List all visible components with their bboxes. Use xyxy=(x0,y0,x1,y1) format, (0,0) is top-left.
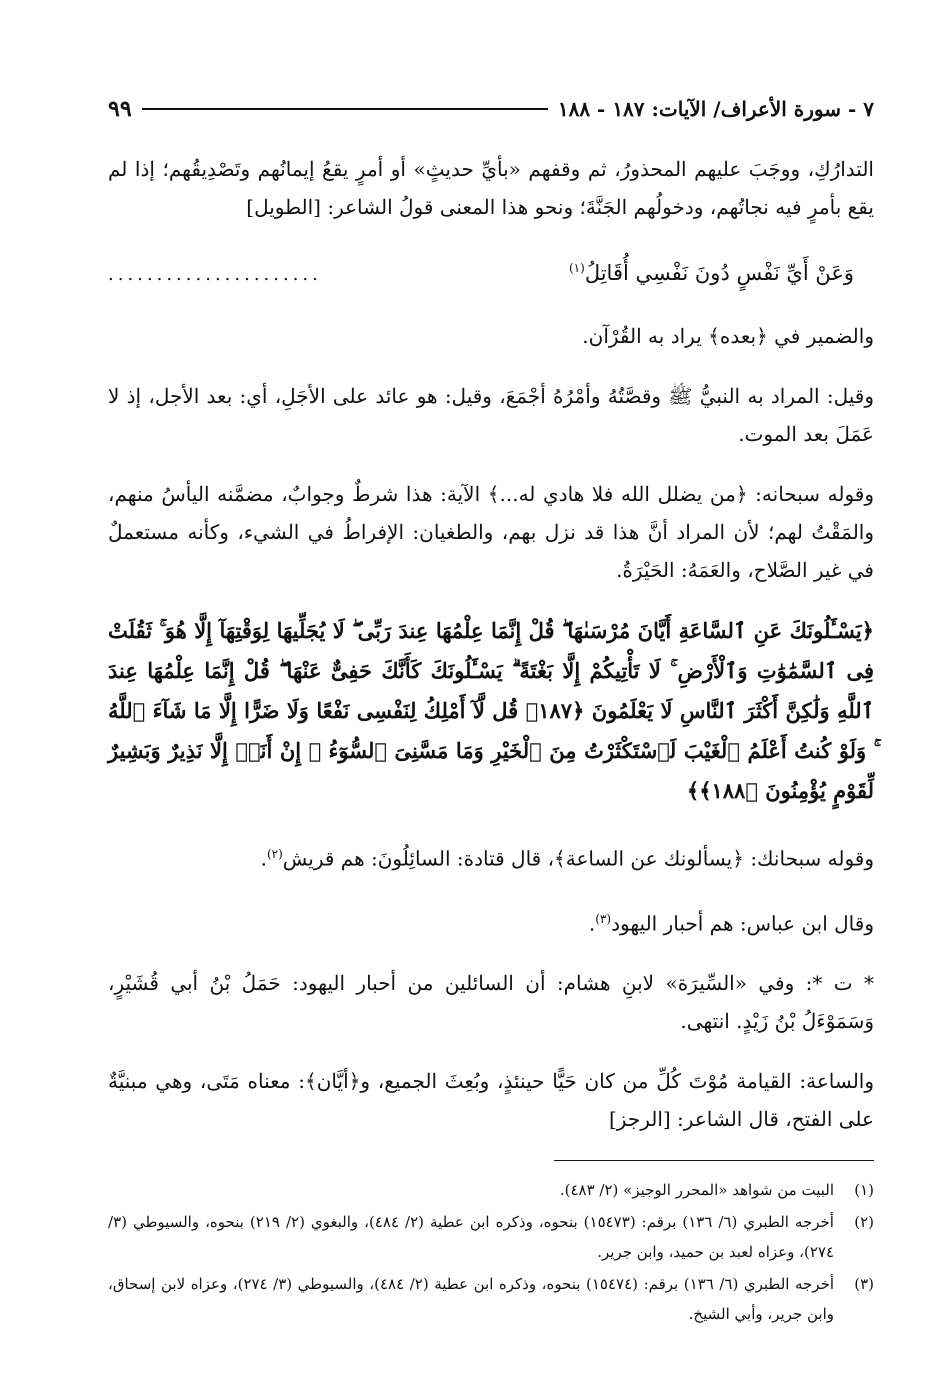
paragraph-8: والساعة: القيامة مُوْتَ كُلِّ من كان حَيًّا حينئذٍ، وبُعِثَ الجميع، و﴿أيَّان﴾: معناه مَتَى، وهي مبنيَّةٌ على الفتح، قال الشاعر: [الرجز] xyxy=(108,1069,874,1132)
footnote-number: (٢) xyxy=(854,1213,874,1232)
paragraph-5-end: . xyxy=(260,846,267,871)
footnote-marker-1: (١) xyxy=(568,261,585,275)
running-header xyxy=(108,92,874,126)
header-title: ٧ - سورة الأعراف/ الآيات: ١٨٧ - ١٨٨ xyxy=(557,97,874,121)
paragraph-6-end: . xyxy=(588,911,596,936)
paragraph-6-text: وقال ابن عباس: هم أحبار اليهود xyxy=(611,911,874,936)
footnote-1 xyxy=(108,1175,874,1205)
footnote-separator xyxy=(554,1160,874,1161)
poem-hemistich xyxy=(569,248,874,293)
paragraph-4: وقوله سبحانه: ﴿من يضلل الله فلا هادي له...﴾ الآية: هذا شرطٌ وجوابٌ، مضمَّنه اليأسُ منهم، والمَقْتُ لهم؛ لأن المراد أنَّ هذا قد نزل بهم، والطغيان: الإفراطُ في الشيء، وكأنه مستعملٌ في غير الصَّلاح، والعَمَهُ: الحَيْرَةُ. xyxy=(108,482,874,582)
footnote-number: (١) xyxy=(854,1181,874,1200)
poem-ellipsis: ...................... xyxy=(108,264,322,285)
poem-verse xyxy=(108,248,874,295)
footnote-marker-2: (٢) xyxy=(266,847,283,861)
footnote-text: أخرجه الطبري (٦/ ١٣٦) برقم: (١٥٤٧٣) بنحوه، وذكره ابن عطية (٢/ ٤٨٤)، والبغوي (٢/ ٢١٩) بنحوه، والسيوطي (٣/ ٢٧٤)، وعزاه لعبد بن حميد، وابن جرير. xyxy=(108,1213,834,1262)
paragraph-7: * ت *: وفي «السِّيرَة» لابنِ هشام: أن السائلين من أحبار اليهود: حَمَلُ بْنُ أبي قُشَيْرٍ، وَسَمَوْءَلُ بْنُ زَيْدٍ. انتهى. xyxy=(108,971,874,1034)
paragraph-6 xyxy=(108,900,874,943)
footnote-2 xyxy=(108,1207,874,1267)
footnote-text: البيت من شواهد «المحرر الوجيز» (٢/ ٤٨٣). xyxy=(559,1181,834,1200)
footnote-3 xyxy=(108,1269,874,1329)
header-rule xyxy=(142,108,548,110)
poem-line: وَعَنْ أَيِّ نَفْسٍ دُونَ نَفْسِي أُقَاتِلُ xyxy=(584,261,854,285)
paragraph-3: وقيل: المراد به النبيُّ ﷺ وقصَّتُهُ وأمْرُهُ أجْمَعَ، وقيل: هو عائد على الأجَلِ، أي: بعد الأجل، إذ لا عَمَلَ بعد الموت. xyxy=(108,384,874,446)
footnote-text: أخرجه الطبري (٦/ ١٣٦) برقم: (١٥٤٧٤) بنحوه، وذكره ابن عطية (٢/ ٤٨٤)، والسيوطي (٣/ ٢٧٤)، وعزاه لابن إسحاق، وابن جرير، وأبي الشيخ. xyxy=(108,1275,835,1324)
paragraph-1: التدارُكِ، ووجَبَ عليهم المحذورُ، ثم وقفهم «بأيِّ حديثٍ» أو أمرٍ يقعُ إيمانُهم وتَصْدِيقُهم؛ إذا لم يقع بأمرٍ فيه نجاتُهم، ودخولُهم الجَنَّةَ؛ ونحو هذا المعنى قولُ الشاعر: [الطويل] xyxy=(108,157,874,219)
quran-verses: ﴿يَسْـَٔلُونَكَ عَنِ ٱلسَّاعَةِ أَيَّانَ مُرْسَىٰهَا ۖ قُلْ إِنَّمَا عِلْمُهَا عِندَ رَبِّى ۖ لَا يُجَلِّيهَا لِوَقْتِهَآ إِلَّا هُوَ ۚ ثَقُلَتْ فِى ٱلسَّمَٰوَٰتِ وَٱلْأَرْضِ ۚ لَا تَأْتِيكُمْ إِلَّا بَغْتَةً ۗ يَسْـَٔلُونَكَ كَأَنَّكَ حَفِىٌّ عَنْهَا ۖ قُلْ إِنَّمَا عِلْمُهَا عِندَ ٱللَّهِ وَلَٰكِنَّ أَكْثَرَ ٱلنَّاسِ لَا يَعْلَمُونَ ﴿١٨٧﴾ قُل لَّآ أَمْلِكُ لِنَفْسِى نَفْعًا وَلَا ضَرًّا إِلَّا مَا شَآءَ ٱللَّهُ ۚ وَلَوْ كُنتُ أَعْلَمُ ٱلْغَيْبَ لَٱسْتَكْثَرْتُ مِنَ ٱلْخَيْرِ وَمَا مَسَّنِىَ ٱلسُّوٓءُ ۚ إِنْ أَنَا۠ إِلَّا نَذِيرٌ وَبَشِيرٌ لِّقَوْمٍ يُؤْمِنُونَ ﴿١٨٨﴾﴾ xyxy=(108,618,874,803)
paragraph-5 xyxy=(108,835,874,878)
page-body xyxy=(108,150,874,1331)
page-number: ٩٩ xyxy=(108,96,132,122)
paragraph-5-text: وقوله سبحانك: ﴿يسألونك عن الساعة﴾، قال قتادة: السائِلُونَ: هم قريش xyxy=(282,846,874,871)
footnote-number: (٣) xyxy=(854,1275,874,1294)
paragraph-2: والضمير في ﴿بعده﴾ يراد به القُرْآن. xyxy=(582,324,874,348)
footnote-marker-3: (٣) xyxy=(595,911,612,926)
